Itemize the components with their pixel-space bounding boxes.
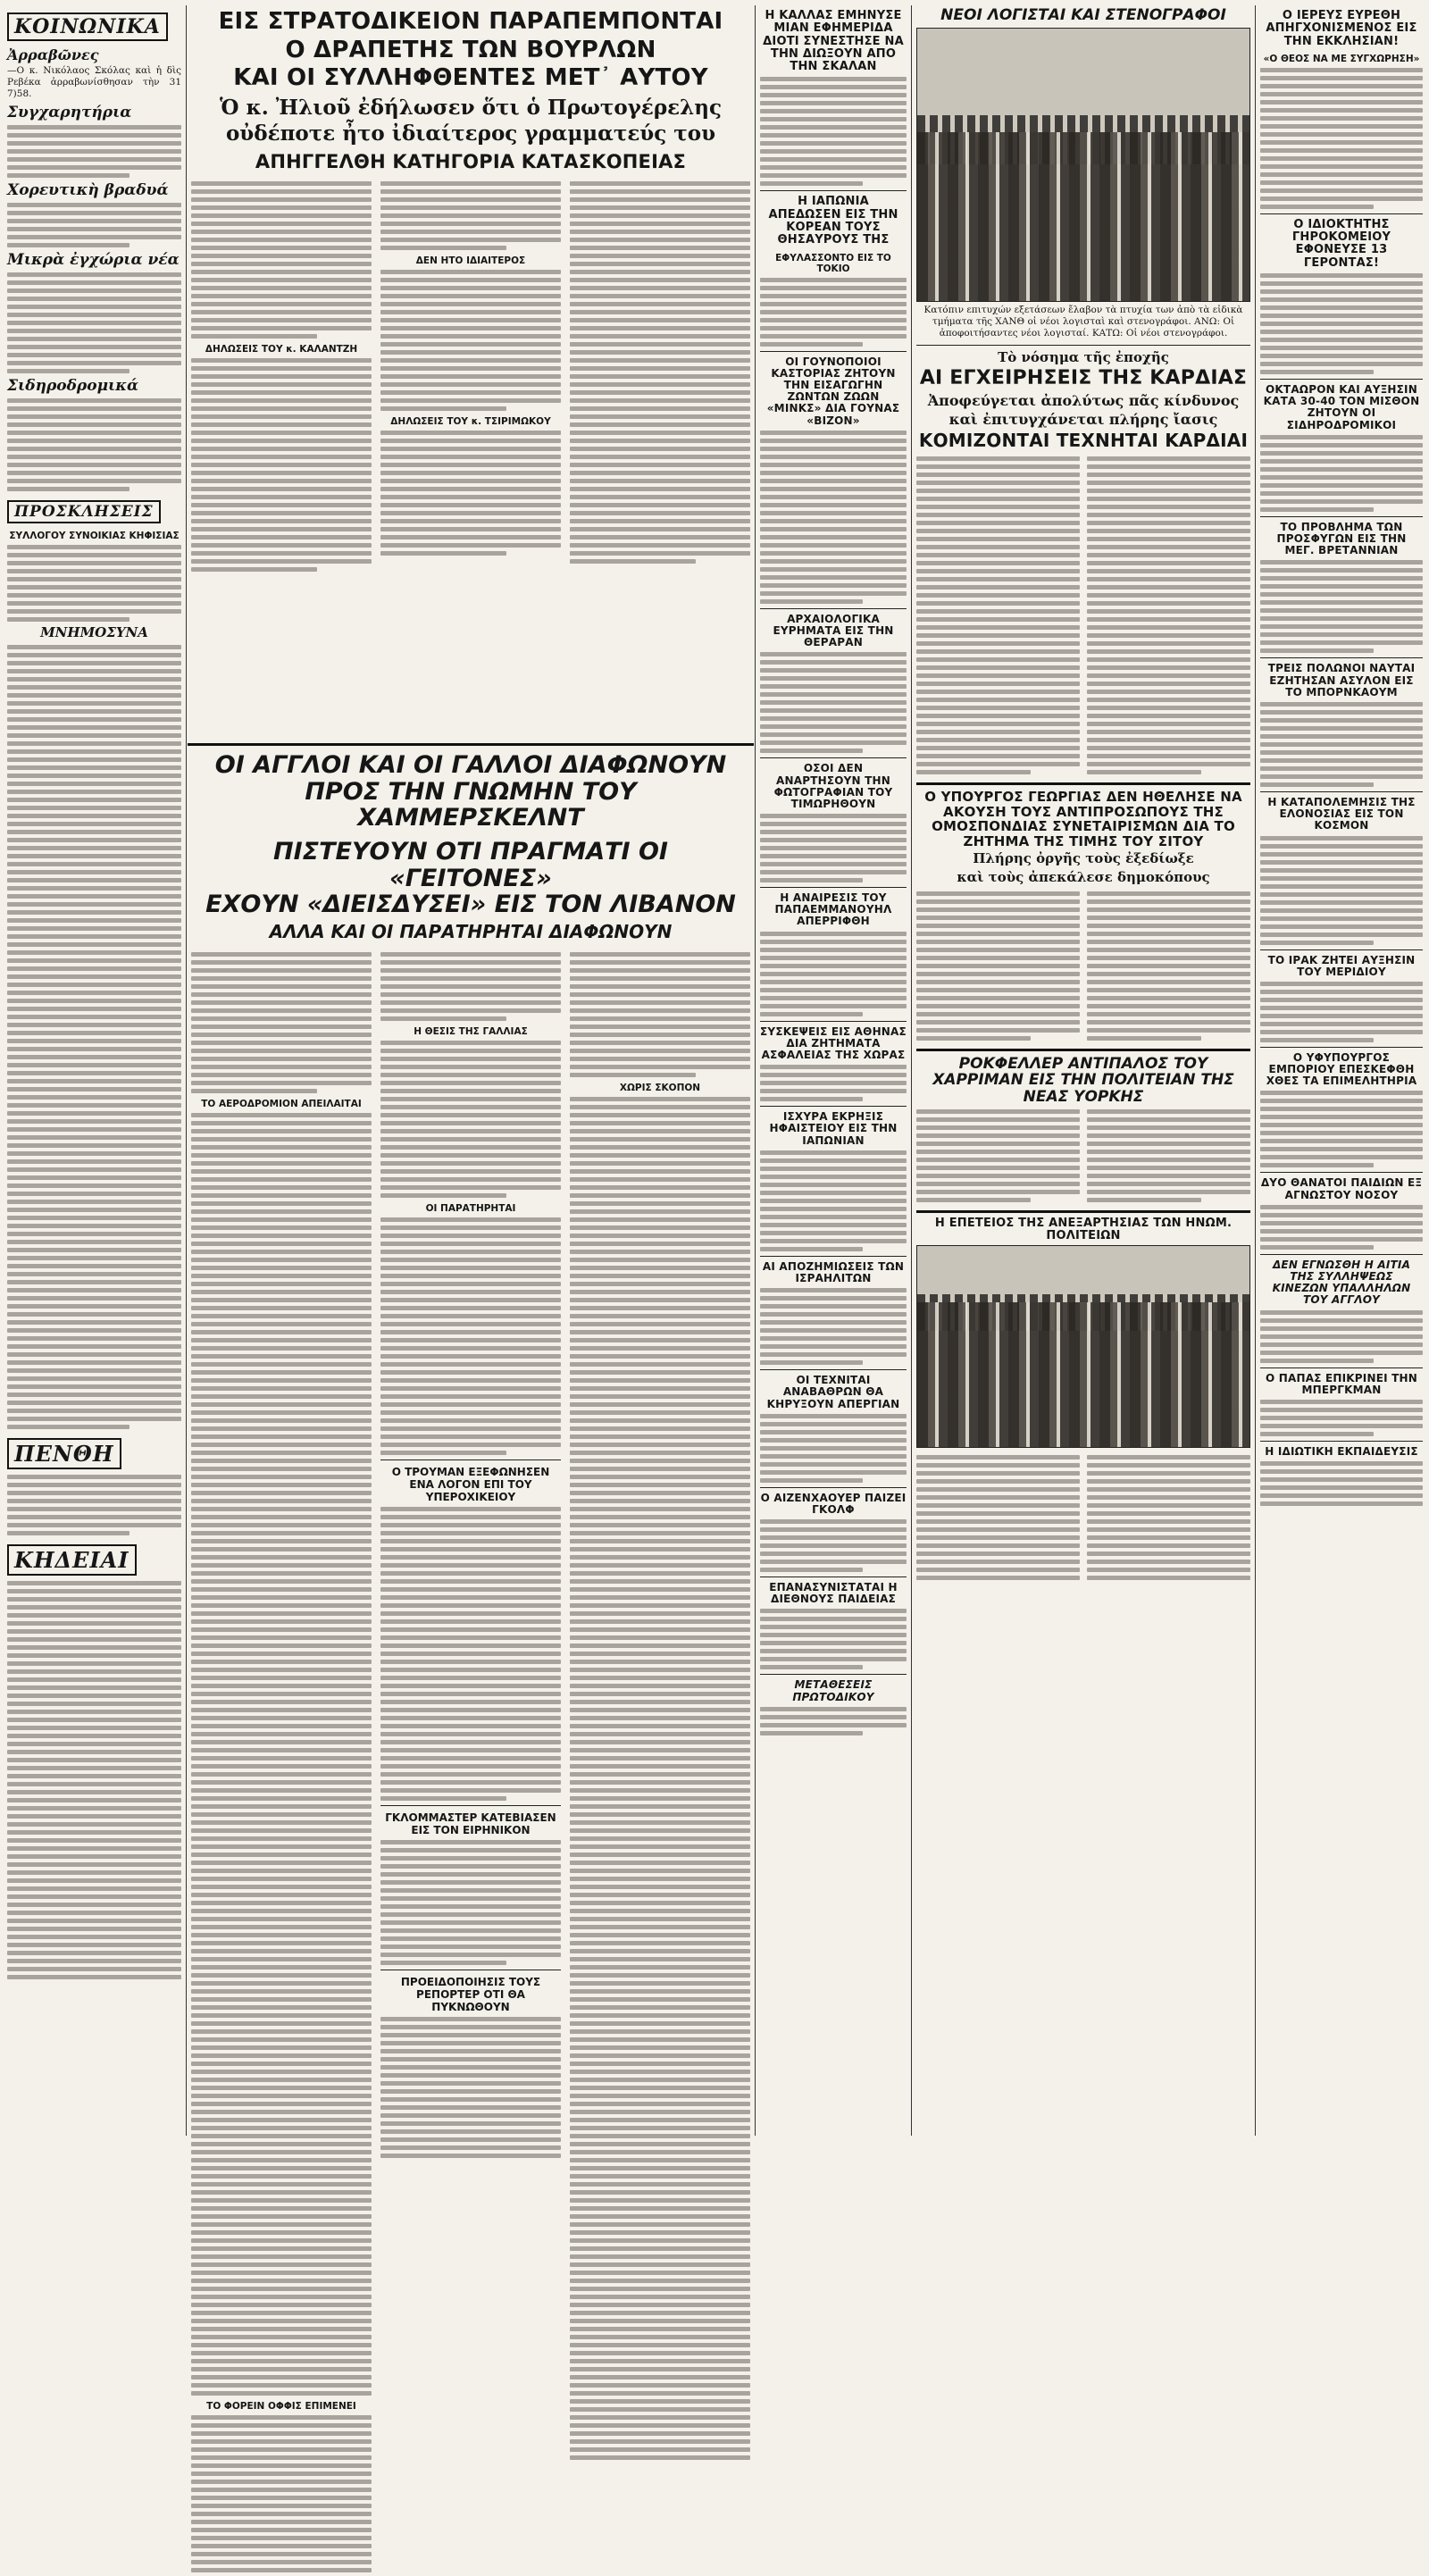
headline-dyo: ΔΥΟ ΘΑΝΑΤΟΙ ΠΑΙΔΙΩΝ ΕΞ ΑΓΝΩΣΤΟΥ ΝΟΣΟΥ bbox=[1260, 1176, 1423, 1201]
ypourgos-body-col bbox=[1087, 888, 1250, 1044]
divider bbox=[760, 1674, 907, 1675]
divider bbox=[760, 1106, 907, 1107]
subhead-france: Η ΘΕΣΙΣ ΤΗΣ ΓΑΛΛΙΑΣ bbox=[414, 1026, 528, 1038]
divider bbox=[760, 351, 907, 352]
headline-texnitai: ΟΙ ΤΕΧΝΙΤΑΙ ΑΝΑΒΑΘΡΩΝ ΘΑ ΚΗΡΥΞΟΥΝ ΑΠΕΡΓΙΑΝ bbox=[766, 1374, 900, 1410]
divider bbox=[1260, 1254, 1423, 1255]
text-block bbox=[1260, 1205, 1423, 1250]
subhead-glomaster: ΓΚΛΟΜΜΑΣΤΕΡ ΚΑΤΕΒΙΑΣΕΝ ΕΙΣ ΤΟΝ ΕΙΡΗΝΙΚΟΝ bbox=[385, 1811, 556, 1837]
divider bbox=[760, 1487, 907, 1488]
social-column bbox=[7, 7, 181, 2134]
headline-yfyp: Ο ΥΦΥΠΟΥΡΓΟΣ ΕΜΠΟΡΙΟΥ ΕΠΕΣΚΕΦΘΗ ΧΘΕΣ ΤΑ ΕΠΙΜΕΛΗΤΗΡΙΑ bbox=[1266, 1050, 1417, 1088]
text-block bbox=[1260, 1461, 1423, 1506]
subhead-kalantzis: ΔΗΛΩΣΕΙΣ ΤΟΥ κ. ΚΑΛΑΝΤΖΗ bbox=[205, 343, 358, 355]
divider bbox=[1260, 213, 1423, 214]
rock-body-col bbox=[916, 1106, 1080, 1206]
divider bbox=[1260, 657, 1423, 658]
divider bbox=[1260, 1172, 1423, 1173]
column-rule bbox=[1255, 5, 1256, 2136]
divider bbox=[1260, 1367, 1423, 1368]
headline-anairesis: Η ΑΝΑΙΡΕΣΙΣ ΤΟΥ ΠΑΠΑΕΜΜΑΝΟΥΗΛ ΑΠΕΡΡΙΦΘΗ bbox=[774, 891, 892, 928]
divider bbox=[916, 782, 1250, 785]
lebanon-body bbox=[191, 949, 750, 2576]
main-story bbox=[191, 7, 750, 750]
column-7 bbox=[1260, 7, 1423, 2134]
column-rule bbox=[911, 5, 912, 2136]
subhead-orgis-1: Πλήρης ὀργῆς τοὺς ἐξεδίωξε bbox=[973, 850, 1194, 867]
ypourgos-body-col bbox=[916, 888, 1080, 1044]
text-block bbox=[1260, 982, 1423, 1042]
accountants-photo bbox=[916, 28, 1250, 302]
rock-body bbox=[916, 1106, 1250, 1206]
text-block bbox=[1260, 435, 1423, 512]
headline-arxaio: ΑΡΧΑΙΟΛΟΓΙΚΑ ΕΥΡΗΜΑΤΑ ΕΙΣ ΤΗΝ ΘΕΡΑΡΑΝ bbox=[773, 612, 894, 649]
headline-komiz: ΚΟΜΙΖΟΝΤΑΙ ΤΕΧΝΗΤΑΙ ΚΑΡΔΙΑΙ bbox=[918, 430, 1249, 452]
lebanon-story bbox=[191, 751, 750, 2413]
divider bbox=[1260, 949, 1423, 950]
headline-idioktitis: Ο ΙΔΙΟΚΤΗΤΗΣ ΓΗΡΟΚΟΜΕΙΟΥ ΕΦΟΝΕΥΣΕ 13 ΓΕΡΟΝΤΑΣ! bbox=[1291, 217, 1391, 270]
main-subhead-2: οὐδέποτε ἦτο ἰδιαίτερος γραμματεύς του bbox=[225, 121, 716, 146]
kardia-body bbox=[916, 453, 1250, 778]
subhead-kardia-1: Ἀποφεύγεται ἀπολύτως πᾶς κίνδυνος bbox=[927, 391, 1240, 409]
main-headline-3: ΚΑΙ ΟΙ ΣΥΛΛΗΦΘΕΝΤΕΣ ΜΕΤ᾽ ΑΥΤΟΥ bbox=[233, 64, 708, 92]
text-block bbox=[7, 398, 181, 491]
proskliseis-sub: ΣΥΛΛΟΓΟΥ ΣΥΝΟΙΚΙΑΣ ΚΗΦΙΣΙΑΣ bbox=[9, 531, 180, 542]
lebanon-body-col bbox=[191, 949, 372, 2576]
sygxaritiria-title: Συγχαρητήρια bbox=[7, 104, 132, 122]
headline-metatheseis: ΜΕΤΑΘΕΣΕΙΣ ΠΡΩΤΟΔΙΚΟΥ bbox=[792, 1678, 874, 1703]
headline-kardia: ΑΙ ΕΓΧΕΙΡΗΣΕΙΣ ΤΗΣ ΚΑΡΔΙΑΣ bbox=[919, 367, 1248, 390]
divider bbox=[760, 1369, 907, 1370]
kardia-body-col bbox=[1087, 453, 1250, 778]
nosima-kicker: Τὸ νόσημα τῆς ἐποχῆς bbox=[998, 349, 1169, 366]
headline-treis: ΤΡΕΙΣ ΠΟΛΩΝΟΙ ΝΑΥΤΑΙ ΕΖΗΤΗΣΑΝ ΑΣΥΛΟΝ ΕΙΣ ΤΟ ΜΠΟΡΝΚΑΟΥΜ bbox=[1267, 662, 1416, 698]
headline-katapolem: Η ΚΑΤΑΠΟΛΕΜΗΣΙΣ ΤΗΣ ΕΛΟΝΟΣΙΑΣ ΕΙΣ ΤΟΝ ΚΟΣΜΟΝ bbox=[1267, 795, 1416, 832]
main-headline-2: Ο ΔΡΑΠΕΤΗΣ ΤΩΝ ΒΟΥΡΛΩΝ bbox=[285, 36, 656, 63]
main-story-body bbox=[191, 178, 750, 575]
divider bbox=[1260, 791, 1423, 792]
lebanon-headline-4: ΕΧΟΥΝ «ΔΙΕΙΣΔΥΣΕΙ» ΕΙΣ ΤΟΝ ΛΙΒΑΝΟΝ bbox=[205, 891, 736, 919]
headline-ozoi: ΟΣΟΙ ΔΕΝ ΑΝΑΡΤΗΣΟΥΝ ΤΗΝ ΦΩΤΟΓΡΑΦΙΑΝ ΤΟΥ ΤΙΜΩΡΗΘΟΥΝ bbox=[773, 762, 893, 810]
column-6 bbox=[916, 7, 1250, 2134]
text-block bbox=[760, 431, 907, 604]
headline-papas: Ο ΠΑΠΑΣ ΕΠΙΚΡΙΝΕΙ ΤΗΝ ΜΠΕΡΓΚΜΑΝ bbox=[1265, 1371, 1418, 1396]
text-block bbox=[760, 652, 907, 753]
penthi-title: ΠΕΝΘΗ bbox=[7, 1438, 121, 1469]
headline-oktaoron: ΟΚΤΑΩΡΟΝ ΚΑΙ ΑΥΞΗΣΙΝ ΚΑΤΑ 30-40 ΤΟΝ ΜΙΣΘΟΝ ΖΗΤΟΥΝ ΟΙ ΣΙΔΗΡΟΔΡΟΜΙΚΟΙ bbox=[1263, 383, 1420, 431]
divider bbox=[760, 608, 907, 609]
kardia-body-col bbox=[916, 453, 1080, 778]
subhead-idiaiteros: ΔΕΝ ΗΤΟ ΙΔΙΑΙΤΕΡΟΣ bbox=[415, 255, 526, 266]
subhead-kardia-2: καὶ ἐπιτυγχάνεται πλήρης ἴασις bbox=[948, 410, 1218, 428]
proskliseis-title: ΠΡΟΣΚΛΗΣΕΙΣ bbox=[7, 500, 161, 523]
headline-aizen: Ο ΑΙΖΕΝΧΑΟΥΕΡ ΠΑΙΖΕΙ ΓΚΟΛΦ bbox=[760, 1491, 907, 1516]
photo-headline: ΝΕΟΙ ΛΟΓΙΣΤΑΙ ΚΑΙ ΣΤΕΝΟΓΡΑΦΟΙ bbox=[940, 6, 1226, 24]
lebanon-headline-3: ΠΙΣΤΕΥΟΥΝ ΟΤΙ ΠΡΑΓΜΑΤΙ ΟΙ «ΓΕΙΤΟΝΕΣ» bbox=[273, 838, 668, 892]
section-divider bbox=[188, 743, 754, 746]
headline-iapon: Η ΙΑΠΩΝΙΑ ΑΠΕΔΩΣΕΝ ΕΙΣ ΤΗΝ ΚΟΡΕΑΝ ΤΟΥΣ ΘΗΣΑΥΡΟΥΣ ΤΗΣ bbox=[768, 195, 898, 247]
headline-apozimiosis: ΑΙ ΑΠΟΖΗΜΙΩΣΕΙΣ ΤΩΝ ΙΣΡΑΗΛΙΤΩΝ bbox=[762, 1259, 905, 1284]
text-block bbox=[1260, 560, 1423, 653]
subhead-observers: ΟΙ ΠΑΡΑΤΗΡΗΤΑΙ bbox=[425, 1203, 516, 1215]
main-subhead-1: Ὁ κ. Ἠλιοῦ ἐδήλωσεν ὅτι ὁ Πρωτογέρελης bbox=[220, 95, 722, 120]
column-5 bbox=[760, 7, 907, 2134]
divider bbox=[1260, 1441, 1423, 1442]
text-block bbox=[760, 1414, 907, 1483]
text-block bbox=[760, 1609, 907, 1669]
divider bbox=[916, 345, 1250, 346]
arravones-title: Ἀρραβῶνες bbox=[7, 46, 99, 63]
divider bbox=[1260, 1047, 1423, 1048]
divider bbox=[760, 1021, 907, 1022]
ypourgos-body bbox=[916, 888, 1250, 1044]
lebanon-headline-1: ΟΙ ΑΓΓΛΟΙ ΚΑΙ ΟΙ ΓΑΛΛΟΙ ΔΙΑΦΩΝΟΥΝ bbox=[214, 751, 727, 779]
text-block bbox=[1260, 836, 1423, 945]
subhead-tsirimokos: ΔΗΛΩΣΕΙΣ ΤΟΥ κ. ΤΣΙΡΙΜΩΚΟΥ bbox=[390, 415, 551, 427]
text-block bbox=[760, 1288, 907, 1365]
headline-ypourgos: Ο ΥΠΟΥΡΓΟΣ ΓΕΩΡΓΙΑΣ ΔΕΝ ΗΘΕΛΗΣΕ ΝΑ ΑΚΟΥΣΗ ΤΟΥΣ ΑΝΤΙΠΡΟΣΩΠΟΥΣ ΤΗΣ ΟΜΟΣΠΟΝΔΙΑΣ ΣΥΝΕΤΑΙΡΙΣΜΩΝ ΔΙΑ ΤΟ ΖΗΤΗΜΑ ΤΗΣ ΤΙΜΗΣ ΤΟΥ ΣΙΤΟΥ bbox=[924, 789, 1242, 849]
headline-rock: ΡΟΚΦΕΛΛΕΡ ΑΝΤΙΠΑΛΟΣ ΤΟΥ ΧΑΡΡΙΜΑΝ ΕΙΣ ΤΗΝ ΠΟΛΙΤΕΙΑΝ ΤΗΣ ΝΕΑΣ ΥΟΡΚΗΣ bbox=[932, 1054, 1234, 1107]
divider bbox=[1260, 516, 1423, 517]
subhead-foreign-office: ΤΟ ΦΟΡΕΙΝ ΟΦΦΙΣ ΕΠΙΜΕΝΕΙ bbox=[206, 2401, 356, 2413]
headline-epanasyst: ΕΠΑΝΑΣΥΝΙΣΤΑΤΑΙ Η ΔΙΕΘΝΟΥΣ ΠΑΙΔΕΙΑΣ bbox=[769, 1581, 898, 1606]
kideiai-title: ΚΗΔΕΙΑΙ bbox=[7, 1544, 137, 1576]
divider bbox=[1260, 379, 1423, 380]
main-body-col bbox=[191, 178, 372, 575]
headline-kallas: Η ΚΑΛΛΑΣ ΕΜΗΝΥΣΕ ΜΙΑΝ ΕΦΗΜΕΡΙΔΑ ΔΙΟΤΙ ΣΥΝΕΣΤΗΣΕ ΝΑ ΤΗΝ ΔΙΩΞΟΥΝ ΑΠΟ ΤΗΝ ΣΚΑΛΑΝ bbox=[763, 9, 904, 74]
text-block bbox=[760, 932, 907, 1016]
main-body-col bbox=[570, 178, 750, 575]
subhead-reporters: ΠΡΟΕΙΔΟΠΟΙΗΣΙΣ ΤΟΥΣ ΡΕΠΟΡΤΕΡ ΟΤΙ ΘΑ ΠΥΚΝΩΘΟΥΝ bbox=[400, 1976, 541, 2014]
subhead-orgis-2: καὶ τοὺς ἀπεκάλεσε δημοκόπους bbox=[957, 868, 1210, 885]
lebanon-body-col bbox=[380, 949, 561, 2576]
epeteios-body-col bbox=[916, 1451, 1080, 1584]
headline-syskepseis: ΣΥΣΚΕΨΕΙΣ ΕΙΣ ΑΘΗΝΑΣ ΔΙΑ ΖΗΤΗΜΑΤΑ ΑΣΦΑΛΕΙΑΣ ΤΗΣ ΧΩΡΑΣ bbox=[760, 1025, 907, 1062]
subhead-no-aim: ΧΩΡΙΣ ΣΚΟΠΟΝ bbox=[619, 1083, 701, 1094]
mikra-title: Μικρὰ ἐγχώρια νέα bbox=[7, 251, 180, 270]
divider bbox=[916, 1049, 1250, 1051]
headline-gounopoioi: ΟΙ ΓΟΥΝΟΠΟΙΟΙ ΚΑΣΤΟΡΙΑΣ ΖΗΤΟΥΝ ΤΗΝ ΕΙΣΑΓΩΓΗΝ ΖΩΝΤΩΝ ΖΩΩΝ «ΜΙΝΚΣ» ΔΙΑ ΓΟΥΝΑΣ «ΒΙΖΟΝ» bbox=[766, 355, 900, 427]
sidirodromika-title: Σιδηροδρομικά bbox=[7, 377, 139, 396]
text-block bbox=[7, 125, 181, 178]
text-block bbox=[7, 645, 181, 1429]
text-block bbox=[7, 272, 181, 373]
text-block bbox=[760, 1065, 907, 1101]
koinonika-title: ΚΟΙΝΩΝΙΚΑ bbox=[7, 13, 168, 41]
text-block bbox=[7, 1475, 181, 1535]
text-block bbox=[1260, 273, 1423, 374]
independence-photo bbox=[916, 1245, 1250, 1448]
text-block bbox=[7, 203, 181, 247]
lebanon-headline-5: ΑΛΛΑ ΚΑΙ ΟΙ ΠΑΡΑΤΗΡΗΤΑΙ ΔΙΑΦΩΝΟΥΝ bbox=[269, 921, 673, 943]
divider bbox=[760, 757, 907, 758]
text-block bbox=[1260, 1400, 1423, 1436]
text-block bbox=[1260, 1310, 1423, 1363]
headline-idiotiki: Η ΙΔΙΩΤΙΚΗ ΕΚΠΑΙΔΕΥΣΙΣ bbox=[1265, 1444, 1418, 1458]
divider bbox=[760, 190, 907, 191]
text-block bbox=[760, 814, 907, 882]
text-block bbox=[1260, 68, 1423, 209]
text-block bbox=[1260, 1091, 1423, 1167]
subhead-1: ΤΟ ΑΕΡΟΔΡΟΜΙΟΝ ΑΠΕΙΛΑΙΤΑΙ bbox=[201, 1099, 362, 1110]
text-block bbox=[760, 77, 907, 186]
epeteios-body-col bbox=[1087, 1451, 1250, 1584]
main-headline-1: ΕΙΣ ΣΤΡΑΤΟΔΙΚΕΙΟΝ ΠΑΡΑΠΕΜΠΟΝΤΑΙ bbox=[218, 8, 723, 35]
headline-ischyra: ΙΣΧΥΡΑ ΕΚΡΗΞΙΣ ΗΦΑΙΣΤΕΙΟΥ ΕΙΣ ΤΗΝ ΙΑΠΩΝΙΑΝ bbox=[769, 1110, 898, 1147]
lebanon-body-col bbox=[570, 949, 750, 2576]
text-block bbox=[760, 278, 907, 347]
subhead-efylasonto: ΕΦΥΛΑΣΣΟΝΤΟ ΕΙΣ ΤΟ ΤΟΚΙΟ bbox=[775, 252, 891, 274]
xoreytiki-title: Χορευτικὴ βραδυά bbox=[7, 181, 169, 200]
arravones-text: —Ο κ. Νικόλαος Σκόλας καὶ ἡ δὶς Ρεβέκα ἀρραβωνίσθησαν τὴν 31 7)58. bbox=[7, 65, 181, 100]
divider bbox=[916, 1210, 1250, 1213]
column-rule bbox=[755, 5, 756, 2136]
headline-provlima: ΤΟ ΠΡΟΒΛΗΜΑ ΤΩΝ ΠΡΟΣΦΥΓΩΝ ΕΙΣ ΤΗΝ ΜΕΓ. ΒΡΕΤΑΝΝΙΑΝ bbox=[1276, 520, 1407, 557]
headline-epeteios: Η ΕΠΕΤΕΙΟΣ ΤΗΣ ΑΝΕΞΑΡΤΗΣΙΑΣ ΤΩΝ ΗΝΩΜ. ΠΟΛΙΤΕΙΩΝ bbox=[934, 1216, 1233, 1243]
column-rule bbox=[186, 5, 187, 2136]
text-block bbox=[1260, 702, 1423, 787]
text-block bbox=[7, 545, 181, 622]
headline-ierevs: Ο ΙΕΡΕΥΣ ΕΥΡΕΘΗ ΑΠΗΓΧΟΝΙΣΜΕΝΟΣ ΕΙΣ ΤΗΝ ΕΚΚΛΗΣΙΑΝ! bbox=[1266, 9, 1417, 48]
subhead-ierevs: «Ο ΘΕΟΣ ΝΑ ΜΕ ΣΥΓΧΩΡΗΣΗ» bbox=[1263, 53, 1420, 64]
headline-den: ΔΕΝ ΕΓΝΩΣΘΗ Η ΑΙΤΙΑ ΤΗΣ ΣΥΛΛΗΨΕΩΣ ΚΙΝΕΖΩΝ ΥΠΑΛΛΗΛΩΝ ΤΟΥ ΑΓΓΛΟΥ bbox=[1272, 1258, 1411, 1307]
divider bbox=[380, 1459, 561, 1460]
text-block bbox=[760, 1150, 907, 1251]
main-headline-4: ΑΠΗΓΓΕΛΘΗ ΚΑΤΗΓΟΡΙΑ ΚΑΤΑΣΚΟΠΕΙΑΣ bbox=[255, 150, 687, 172]
epeteios-body bbox=[916, 1451, 1250, 1584]
subhead-truman: Ο ΤΡΟΥΜΑΝ ΕΞΕΦΩΝΗΣΕΝ ΕΝΑ ΛΟΓΟΝ ΕΠΙ ΤΟΥ ΥΠΕΡΟΧΙΚΕΙΟΥ bbox=[391, 1466, 550, 1504]
divider bbox=[760, 1256, 907, 1257]
text-block bbox=[7, 1581, 181, 1979]
text-block bbox=[760, 1707, 907, 1735]
headline-irak: ΤΟ ΙΡΑΚ ΖΗΤΕΙ ΑΥΞΗΣΙΝ ΤΟΥ ΜΕΡΙΔΙΟΥ bbox=[1267, 953, 1416, 978]
divider bbox=[760, 887, 907, 888]
text-block bbox=[760, 1519, 907, 1572]
main-body-col bbox=[380, 178, 561, 575]
lebanon-headline-2: ΠΡΟΣ ΤΗΝ ΓΝΩΜΗΝ ΤΟΥ ΧΑΜΜΕΡΣΚΕΛΝΤ bbox=[305, 777, 637, 832]
photo-caption: Κατόπιν επιτυχών εξετάσεων ἔλαβον τὰ πτυχία των ἀπὸ τὰ εἰδικὰ τμήματα τῆς ΧΑΝΘ οἱ νέοι λογισταὶ καὶ στενογράφοι. ΑΝΩ: Οἱ ἀποφοιτήσαντες νέοι λογισταί. ΚΑΤΩ: Οἱ νέοι στενογράφοι. bbox=[923, 304, 1243, 339]
mnimosyna-title: ΜΝΗΜΟΣΥΝΑ bbox=[40, 624, 148, 641]
rock-body-col bbox=[1087, 1106, 1250, 1206]
divider bbox=[380, 1805, 561, 1806]
